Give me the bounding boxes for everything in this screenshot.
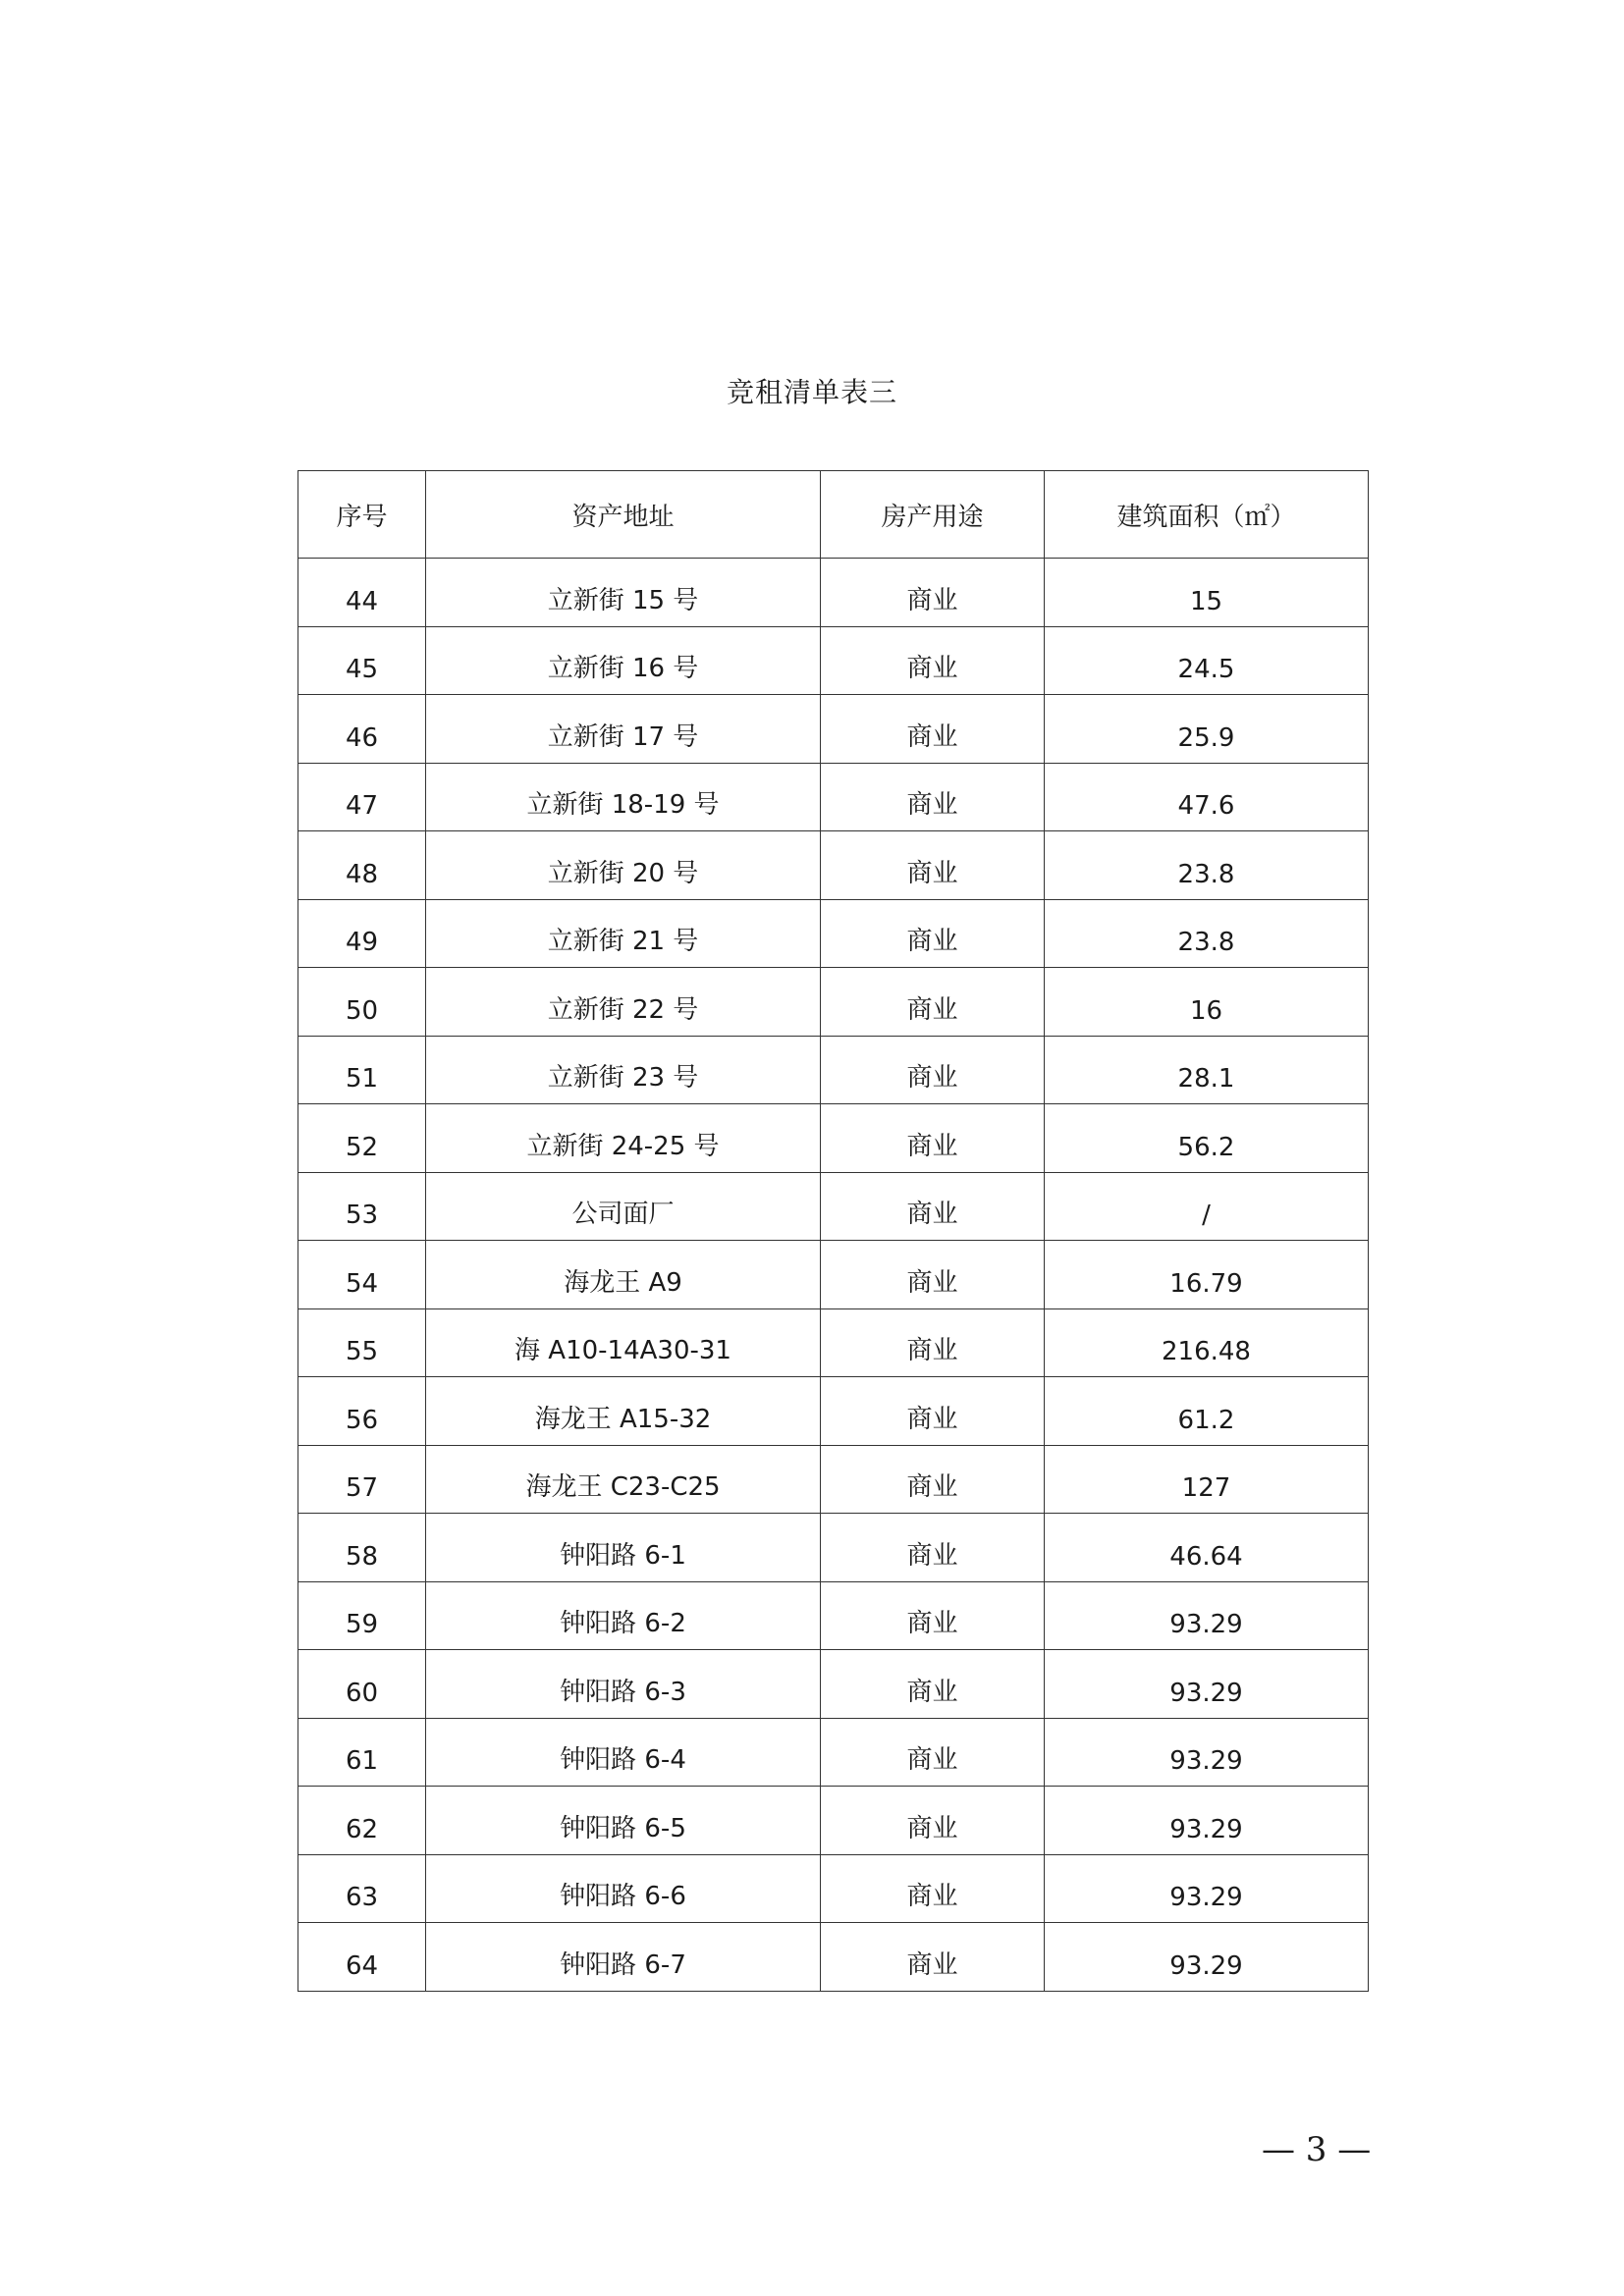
cell-asset-address: 海 A10-14A30-31: [426, 1308, 821, 1377]
cell-floor-area: 93.29: [1045, 1650, 1369, 1719]
page-number: — 3 —: [1262, 2130, 1372, 2169]
table-body: [298, 559, 1369, 1992]
cell-property-use: 商业: [821, 1718, 1045, 1787]
cell-asset-address: 钟阳路 6-4: [426, 1718, 821, 1787]
cell-asset-address: 立新街 16 号: [426, 626, 821, 695]
cell-floor-area: 24.5: [1045, 626, 1369, 695]
cell-property-use: 商业: [821, 1036, 1045, 1104]
header-serial-number: 序号: [298, 471, 426, 559]
cell-asset-address: 海龙王 A9: [426, 1241, 821, 1309]
cell-property-use: 商业: [821, 1923, 1045, 1992]
cell-floor-area: 127: [1045, 1445, 1369, 1514]
table-row: [298, 1104, 1369, 1173]
cell-asset-address: 钟阳路 6-5: [426, 1787, 821, 1855]
cell-serial-number: 57: [298, 1445, 426, 1514]
cell-property-use: 商业: [821, 1514, 1045, 1582]
cell-serial-number: 49: [298, 899, 426, 968]
cell-floor-area: 56.2: [1045, 1104, 1369, 1173]
table-header-row: [298, 471, 1369, 559]
table-row: [298, 626, 1369, 695]
cell-serial-number: 54: [298, 1241, 426, 1309]
cell-property-use: 商业: [821, 763, 1045, 831]
cell-asset-address: 立新街 21 号: [426, 899, 821, 968]
cell-asset-address: 钟阳路 6-1: [426, 1514, 821, 1582]
cell-asset-address: 钟阳路 6-7: [426, 1923, 821, 1992]
cell-asset-address: 立新街 24-25 号: [426, 1104, 821, 1173]
cell-asset-address: 钟阳路 6-3: [426, 1650, 821, 1719]
cell-property-use: 商业: [821, 968, 1045, 1037]
cell-asset-address: 立新街 22 号: [426, 968, 821, 1037]
cell-property-use: 商业: [821, 1581, 1045, 1650]
header-property-use: 房产用途: [821, 471, 1045, 559]
table-row: [298, 695, 1369, 764]
cell-property-use: 商业: [821, 1104, 1045, 1173]
cell-property-use: 商业: [821, 1172, 1045, 1241]
cell-property-use: 商业: [821, 695, 1045, 764]
cell-serial-number: 45: [298, 626, 426, 695]
cell-asset-address: 钟阳路 6-6: [426, 1854, 821, 1923]
cell-asset-address: 公司面厂: [426, 1172, 821, 1241]
cell-floor-area: 25.9: [1045, 695, 1369, 764]
cell-floor-area: 93.29: [1045, 1854, 1369, 1923]
cell-floor-area: 61.2: [1045, 1377, 1369, 1446]
table-row: [298, 1718, 1369, 1787]
table-row: [298, 1172, 1369, 1241]
cell-property-use: 商业: [821, 1377, 1045, 1446]
cell-floor-area: 28.1: [1045, 1036, 1369, 1104]
cell-floor-area: 93.29: [1045, 1581, 1369, 1650]
cell-property-use: 商业: [821, 831, 1045, 900]
cell-floor-area: 15: [1045, 559, 1369, 627]
cell-property-use: 商业: [821, 626, 1045, 695]
cell-asset-address: 海龙王 A15-32: [426, 1377, 821, 1446]
cell-floor-area: 16: [1045, 968, 1369, 1037]
table-row: [298, 899, 1369, 968]
cell-serial-number: 50: [298, 968, 426, 1037]
cell-serial-number: 61: [298, 1718, 426, 1787]
cell-asset-address: 立新街 18-19 号: [426, 763, 821, 831]
cell-serial-number: 48: [298, 831, 426, 900]
table-row: [298, 1581, 1369, 1650]
cell-property-use: 商业: [821, 1854, 1045, 1923]
table-row: [298, 1445, 1369, 1514]
table-row: [298, 763, 1369, 831]
cell-serial-number: 59: [298, 1581, 426, 1650]
table-row: [298, 1036, 1369, 1104]
cell-property-use: 商业: [821, 1787, 1045, 1855]
cell-property-use: 商业: [821, 1241, 1045, 1309]
cell-floor-area: 93.29: [1045, 1718, 1369, 1787]
cell-asset-address: 钟阳路 6-2: [426, 1581, 821, 1650]
cell-serial-number: 63: [298, 1854, 426, 1923]
table-row: [298, 559, 1369, 627]
header-asset-address: 资产地址: [426, 471, 821, 559]
cell-asset-address: 立新街 15 号: [426, 559, 821, 627]
document-title: 竞租清单表三: [726, 376, 897, 408]
cell-serial-number: 47: [298, 763, 426, 831]
cell-property-use: 商业: [821, 559, 1045, 627]
lease-list-table: [298, 470, 1369, 1992]
lease-list-table-container: [298, 470, 1368, 1992]
cell-serial-number: 51: [298, 1036, 426, 1104]
table-row: [298, 1923, 1369, 1992]
table-row: [298, 1854, 1369, 1923]
cell-floor-area: 93.29: [1045, 1923, 1369, 1992]
cell-serial-number: 55: [298, 1308, 426, 1377]
cell-property-use: 商业: [821, 1650, 1045, 1719]
cell-floor-area: 23.8: [1045, 899, 1369, 968]
table-row: [298, 968, 1369, 1037]
cell-serial-number: 58: [298, 1514, 426, 1582]
cell-asset-address: 立新街 20 号: [426, 831, 821, 900]
cell-floor-area: 23.8: [1045, 831, 1369, 900]
table-row: [298, 1241, 1369, 1309]
cell-floor-area: 16.79: [1045, 1241, 1369, 1309]
cell-property-use: 商业: [821, 1308, 1045, 1377]
cell-serial-number: 56: [298, 1377, 426, 1446]
cell-floor-area: 216.48: [1045, 1308, 1369, 1377]
cell-serial-number: 64: [298, 1923, 426, 1992]
cell-asset-address: 海龙王 C23-C25: [426, 1445, 821, 1514]
cell-asset-address: 立新街 23 号: [426, 1036, 821, 1104]
cell-serial-number: 60: [298, 1650, 426, 1719]
table-row: [298, 1787, 1369, 1855]
cell-floor-area: /: [1045, 1172, 1369, 1241]
cell-floor-area: 46.64: [1045, 1514, 1369, 1582]
header-floor-area: 建筑面积（㎡）: [1045, 471, 1369, 559]
cell-serial-number: 62: [298, 1787, 426, 1855]
cell-serial-number: 52: [298, 1104, 426, 1173]
table-row: [298, 1377, 1369, 1446]
cell-serial-number: 44: [298, 559, 426, 627]
cell-property-use: 商业: [821, 1445, 1045, 1514]
cell-property-use: 商业: [821, 899, 1045, 968]
cell-floor-area: 47.6: [1045, 763, 1369, 831]
cell-serial-number: 53: [298, 1172, 426, 1241]
cell-floor-area: 93.29: [1045, 1787, 1369, 1855]
table-row: [298, 1514, 1369, 1582]
table-row: [298, 1650, 1369, 1719]
table-row: [298, 1308, 1369, 1377]
table-row: [298, 831, 1369, 900]
cell-asset-address: 立新街 17 号: [426, 695, 821, 764]
cell-serial-number: 46: [298, 695, 426, 764]
